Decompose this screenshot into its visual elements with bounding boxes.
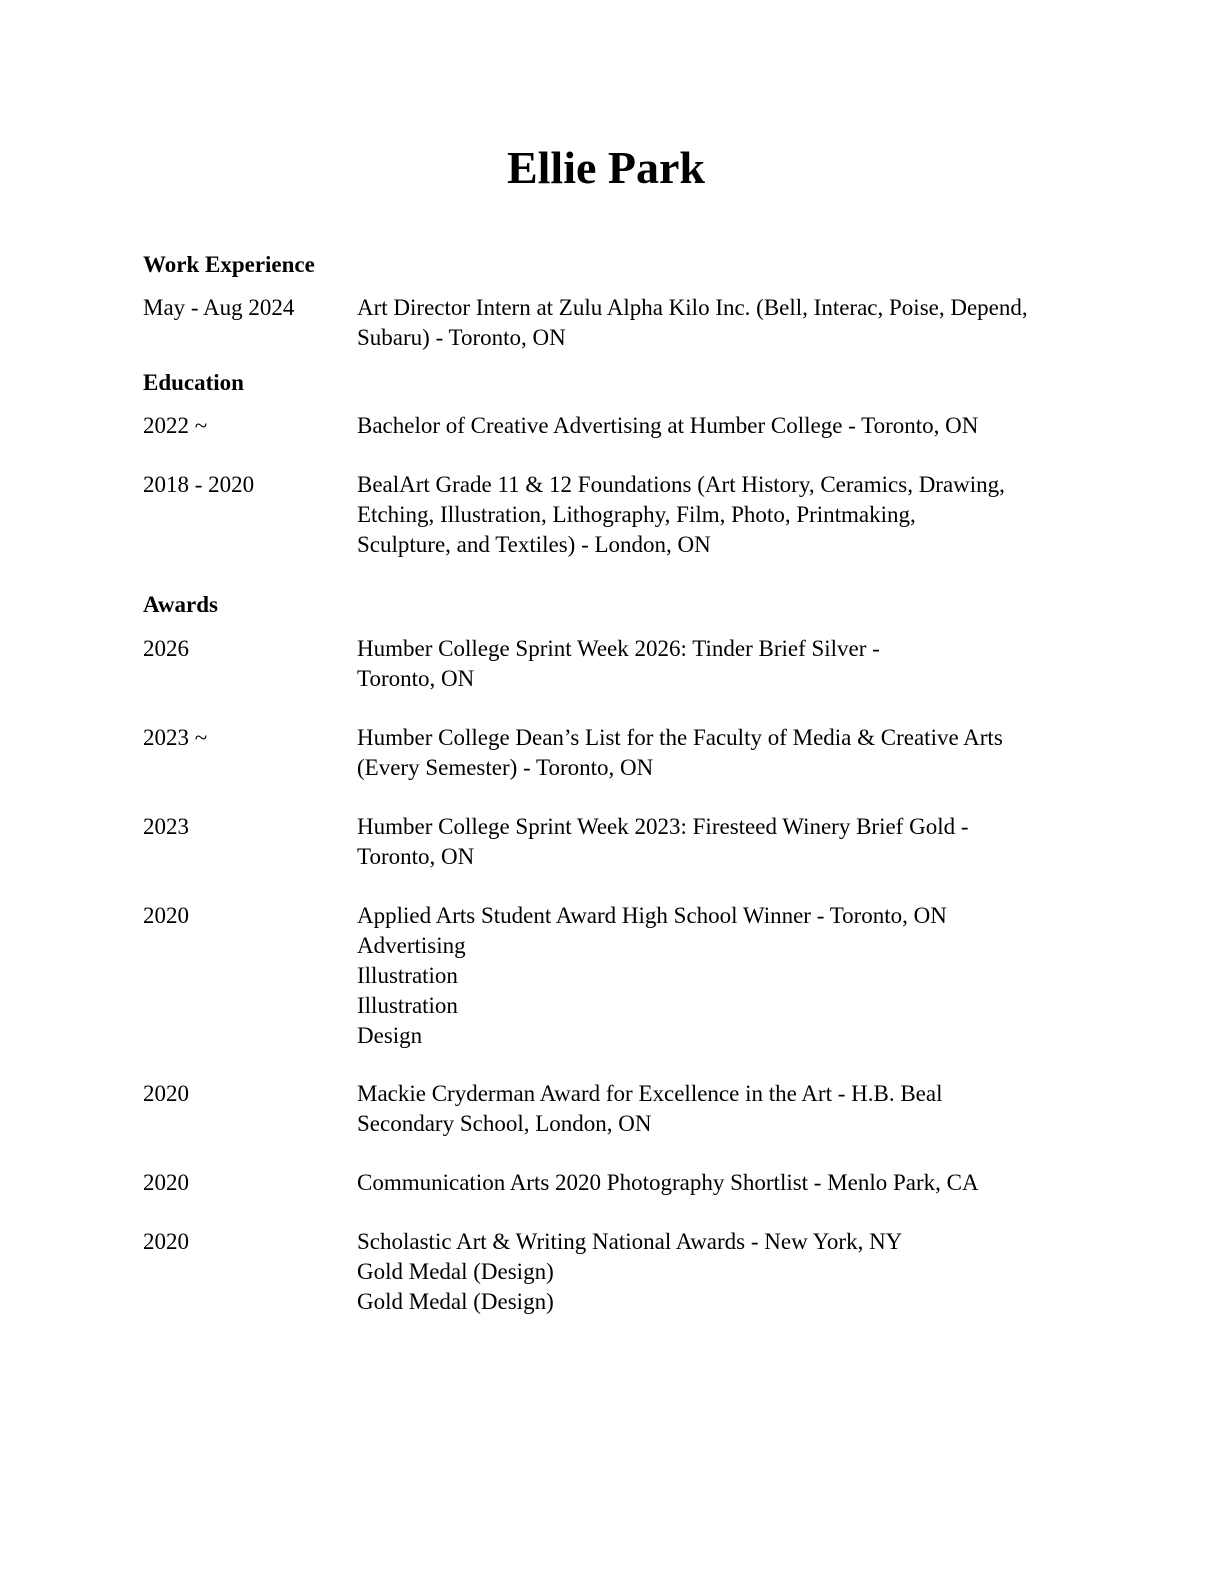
entry-line: Applied Arts Student Award High School Winner - Toronto, ON [357, 903, 947, 928]
entry-line: Subaru) - Toronto, ON [357, 325, 566, 350]
entry-line: BealArt Grade 11 & 12 Foundations (Art History, Ceramics, Drawing, [357, 472, 1005, 497]
education-heading: Education [143, 370, 244, 395]
entry-description [357, 723, 1073, 783]
entry-description [357, 1079, 1073, 1139]
entry-date: 2026 [143, 636, 189, 661]
award-entry [143, 901, 1073, 1051]
entry-line: Art Director Intern at Zulu Alpha Kilo Inc. (Bell, Interac, Poise, Depend, [357, 295, 1028, 320]
entry-line: Mackie Cryderman Award for Excellence in the Art - H.B. Beal [357, 1081, 943, 1106]
award-entry [143, 812, 1073, 872]
entry-date: 2022 ~ [143, 413, 208, 438]
entry-line: Gold Medal (Design) [357, 1289, 554, 1314]
entry-description [357, 470, 1073, 560]
entry-line: Design [357, 1023, 423, 1048]
entry-date: 2020 [143, 1081, 189, 1106]
entry-line: Toronto, ON [357, 666, 475, 691]
work-entry [143, 293, 1073, 353]
entry-line: Advertising [357, 933, 466, 958]
page-title: Ellie Park [506, 142, 706, 193]
entry-description [357, 1227, 1073, 1317]
entry-line: Secondary School, London, ON [357, 1111, 652, 1136]
education-entry [143, 470, 1073, 560]
entry-date: 2023 ~ [143, 725, 208, 750]
award-entry [143, 634, 1073, 694]
entry-date: 2018 - 2020 [143, 472, 255, 497]
entry-description [357, 293, 1073, 353]
entry-line: Humber College Dean’s List for the Faculty of Media & Creative Arts [357, 725, 1003, 750]
award-entry [143, 723, 1073, 783]
entry-description [357, 411, 1073, 441]
entry-description [357, 634, 1073, 694]
award-entry [143, 1168, 1073, 1198]
award-entry [143, 1079, 1073, 1139]
education-entry [143, 411, 1073, 441]
entry-line: Illustration [357, 963, 458, 988]
entry-line: Humber College Sprint Week 2026: Tinder Brief Silver - [357, 636, 880, 661]
entry-description [357, 901, 1073, 1051]
entry-line: Toronto, ON [357, 844, 475, 869]
entry-line: Scholastic Art & Writing National Awards - New York, NY [357, 1229, 903, 1254]
entry-line: Bachelor of Creative Advertising at Humber College - Toronto, ON [357, 413, 979, 438]
entry-date: May - Aug 2024 [143, 295, 295, 320]
work-experience-heading: Work Experience [143, 252, 315, 277]
entry-line: Humber College Sprint Week 2023: Firesteed Winery Brief Gold - [357, 814, 969, 839]
entry-line: Gold Medal (Design) [357, 1259, 554, 1284]
entry-description [357, 1168, 1073, 1198]
entry-date: 2020 [143, 903, 189, 928]
award-entry [143, 1227, 1073, 1317]
entry-line: Etching, Illustration, Lithography, Film, Photo, Printmaking, [357, 502, 916, 527]
entry-line: Illustration [357, 993, 458, 1018]
entry-line: Sculpture, and Textiles) - London, ON [357, 532, 711, 557]
entry-line: Communication Arts 2020 Photography Shortlist - Menlo Park, CA [357, 1170, 979, 1195]
entry-date: 2020 [143, 1170, 189, 1195]
entry-date: 2020 [143, 1229, 189, 1254]
entry-date: 2023 [143, 814, 189, 839]
entry-description [357, 812, 1073, 872]
entry-line: (Every Semester) - Toronto, ON [357, 755, 654, 780]
awards-heading: Awards [143, 592, 218, 617]
